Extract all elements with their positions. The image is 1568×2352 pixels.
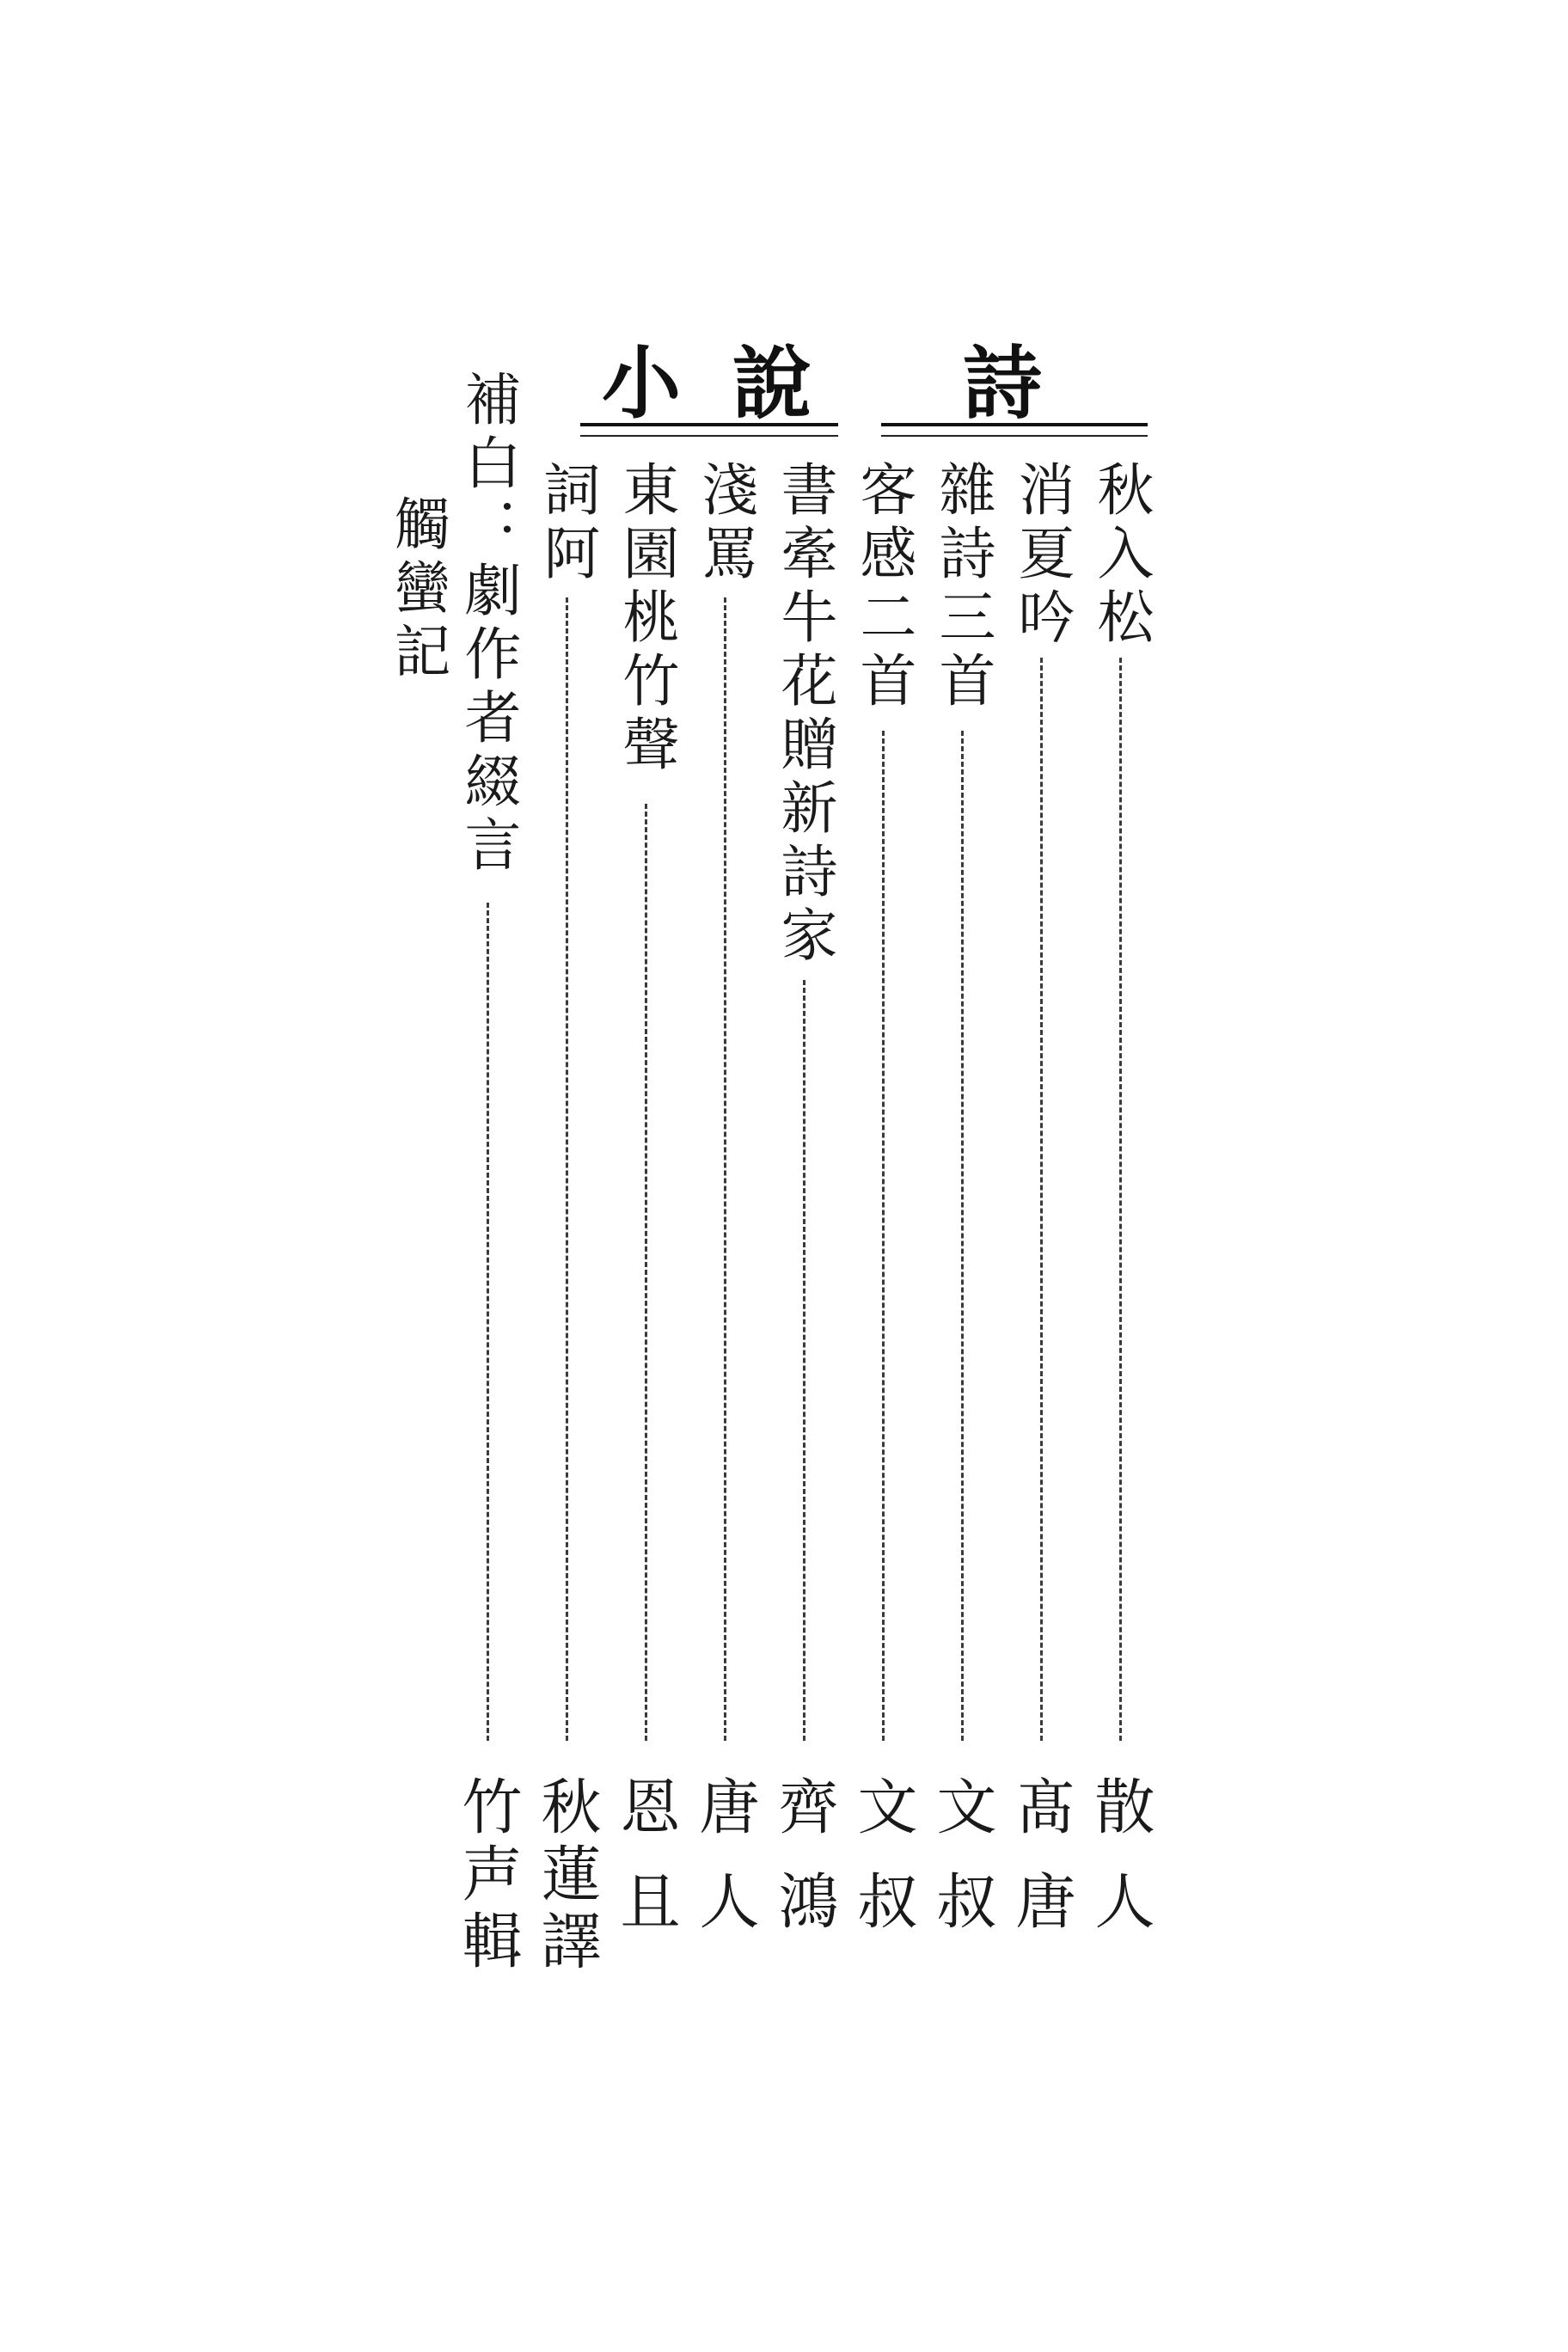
entry-title: 客感二首 [850,460,916,714]
dot-leader [566,597,568,1741]
dot-leader [803,980,805,1741]
dot-leader [882,731,885,1741]
entry-author: 竹声輯 [452,1775,523,1976]
dot-leader [1040,658,1043,1741]
fiction-heading-rule [580,423,838,426]
dot-leader [724,597,726,1741]
dot-leader [645,804,647,1741]
entry-author: 齊鴻 [769,1775,839,1964]
fiction-heading-rule-lower [580,435,838,437]
entry-title: 觸蠻記 [384,494,450,685]
entry-author: 髙唐 [1006,1775,1076,1964]
entry-title: 消夏吟 [1008,460,1075,651]
dot-leader [487,903,489,1741]
entry-title: 淺罵 [692,460,758,587]
section-heading-poetry: 詩 [963,337,1094,430]
entry-author: 恩且 [610,1775,681,1964]
poetry-heading-rule-lower [881,435,1148,437]
entry-title: 秋入松 [1087,460,1154,651]
dot-leader [1119,658,1122,1741]
entry-title: 東園桃竹聲 [613,460,679,778]
entry-author: 秋蓮譯 [531,1775,602,1976]
entry-author: 唐人 [689,1775,760,1964]
entry-author: 文叔 [927,1775,997,1964]
entry-title: 書牽牛花贈新詩家 [771,460,837,969]
entry-title: 雜詩三首 [929,460,995,714]
entry-author: 散人 [1085,1775,1155,1964]
entry-title: 詞阿 [534,460,600,587]
entry-title: 補白：劇作者綴言 [455,370,521,879]
dot-leader [961,731,964,1741]
poetry-heading-rule [881,423,1148,426]
entry-author: 文叔 [848,1775,918,1964]
section-heading-fiction: 小說 [602,337,864,430]
